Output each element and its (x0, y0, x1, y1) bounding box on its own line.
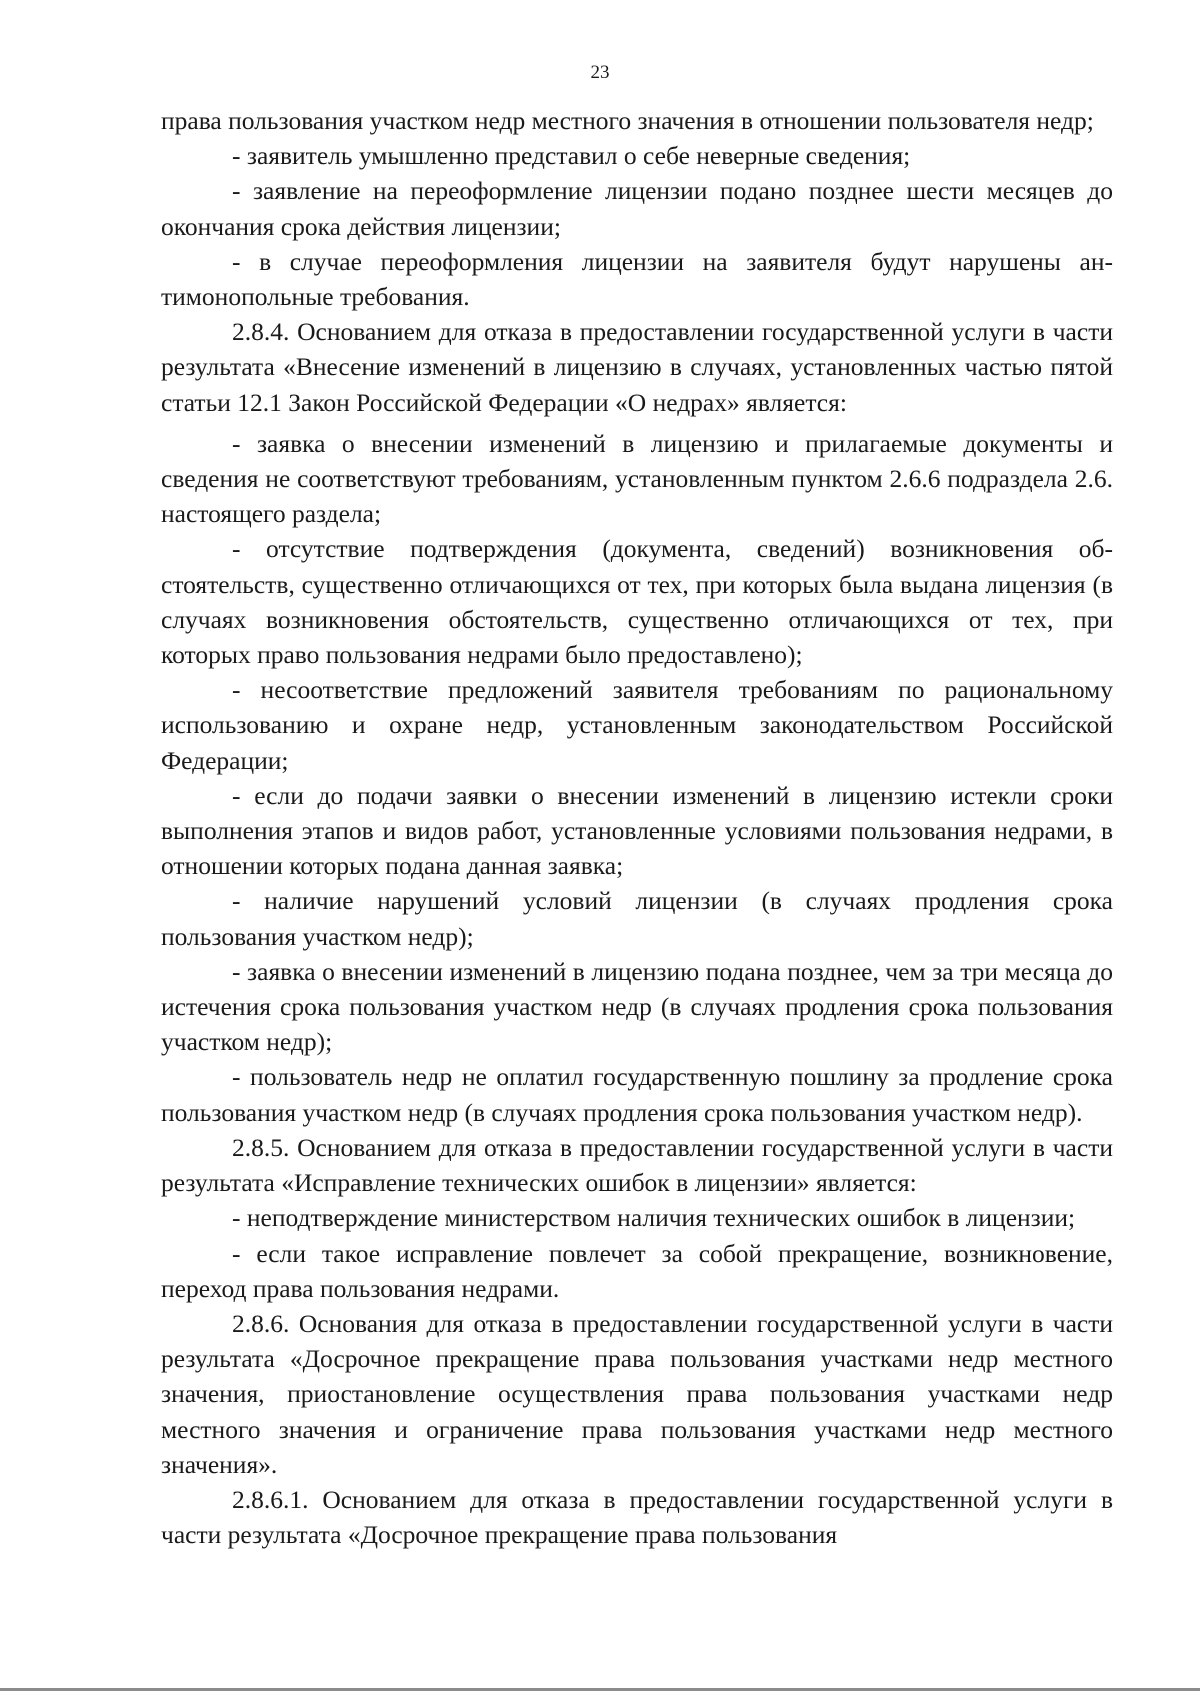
paragraph-item: - отсутствие подтверждения (документа, сведений) возникновения обстоятельств, существенно отличающихся от тех, при которых была выдана лицензия (в случаях возникновения обстоятельств, существенно отличающихся от тех, при которых право пользования недрами было предоставлено); (161, 534, 1113, 670)
paragraph-item: - неподтверждение министерством наличия технических ошибок в лицензии; (232, 1203, 1076, 1233)
paragraph-clause-2-8-4: 2.8.4. Основанием для отказа в предоставлении государственной услуги в части результата «Внесение изменений в лицензию в случаях, установленных частью пятой статьи 12.1 Закон Российской Федерации «О недрах» является: (161, 317, 1113, 417)
paragraph-item: - наличие нарушений условий лицензии (в случаях продления срока пользования участком недр); (161, 886, 1113, 951)
paragraph-item: - заявка о внесении изменений в лицензию и прилагаемые документы и сведения не соответствуют требованиям, установленным пунктом 2.6.6 подраздела 2.6. настоящего раздела; (161, 428, 1113, 529)
paragraph-item: - пользователь недр не оплатил государственную пошлину за продление срока пользования участком недр (в случаях продления срока пользования участком недр). (161, 1062, 1113, 1127)
paragraph-continuation: права пользования участком недр местного значения в отношении пользователя недр; (161, 106, 1094, 135)
page-number: 23 (590, 62, 610, 83)
paragraph-item: - заявление на переоформление лицензии подано позднее шести месяцев до окончания срока действия лицензии; (161, 176, 1113, 241)
paragraph-item: - если до подачи заявки о внесении изменений в лицензию истекли сроки выполнения этапов и видов работ, установленные условиями пользования недрами, в отношении которых подана данная заявка; (161, 780, 1113, 881)
scan-edge-line (0, 1688, 1200, 1691)
paragraph-clause-2-8-6: 2.8.6. Основания для отказа в предоставлении государственной услуги в части результата «Досрочное прекращение права пользования участками недр местного значения, приостановление осуществления права пользования участками недр местного значения и ограничение права пользования участками недр местного значения». (161, 1308, 1113, 1479)
document-body (161, 103, 1113, 1552)
paragraph-item: - заявитель умышленно представил о себе неверные сведения; (232, 141, 911, 171)
paragraph-clause-2-8-6-1: 2.8.6.1. Основанием для отказа в предоставлении государственной услуги в части результата «Досрочное прекращение права пользования (161, 1484, 1113, 1550)
paragraph-item: - несоответствие предложений заявителя требованиям по рациональному использованию и охране недр, установленным законодательством Российской Федерации; (161, 675, 1113, 775)
paragraph-item: - заявка о внесении изменений в лицензию подана позднее, чем за три месяца до истечения срока пользования участком недр (в случаях продления срока пользования участком недр); (161, 956, 1113, 1057)
paragraph-clause-2-8-5: 2.8.5. Основанием для отказа в предоставлении государственной услуги в части результата «Исправление технических ошибок в лицензии» является: (161, 1132, 1113, 1198)
paragraph-item: - в случае переоформления лицензии на заявителя будут нарушены антимонопольные требования. (161, 246, 1113, 312)
paragraph-item: - если такое исправление повлечет за собой прекращение, возникновение, переход права пользования недрами. (161, 1238, 1113, 1303)
